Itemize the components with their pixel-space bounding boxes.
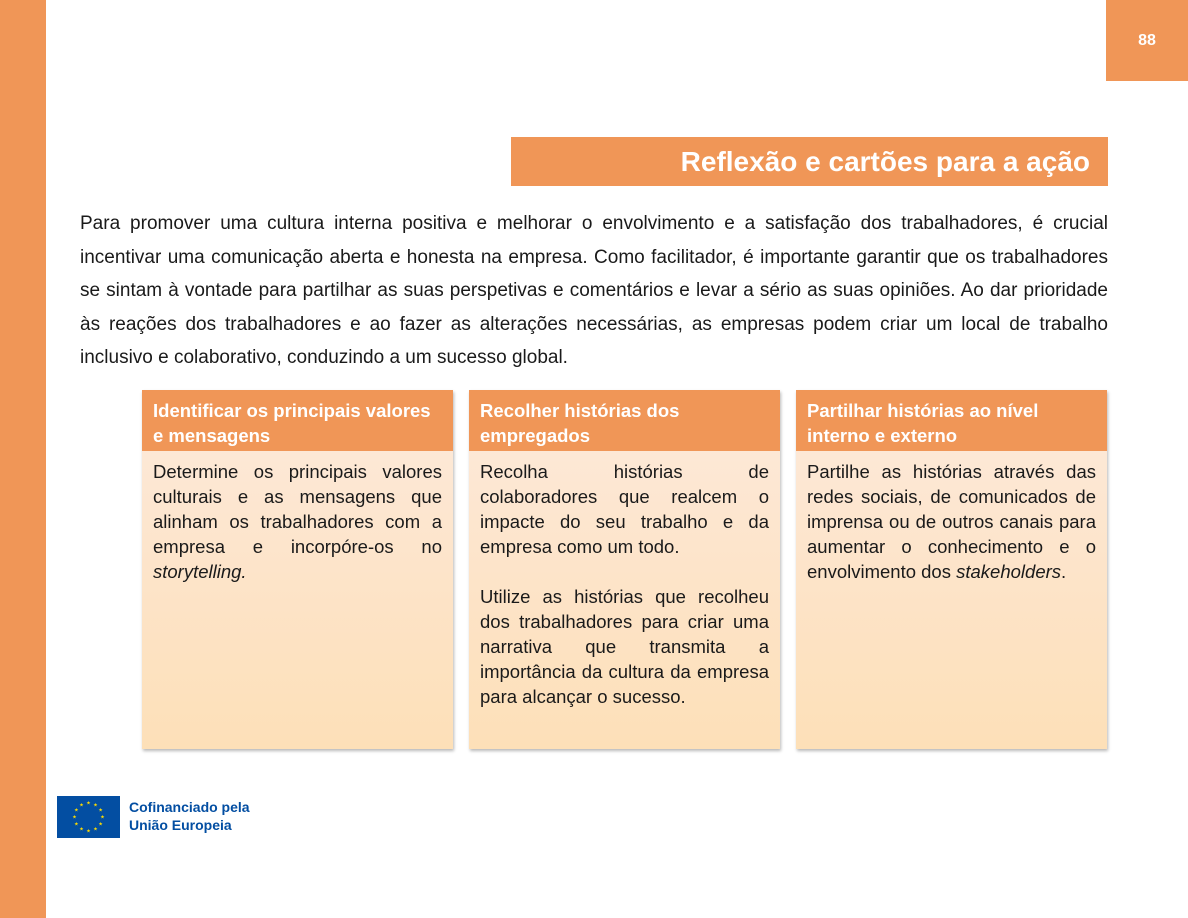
card-collect-stories: [469, 390, 780, 749]
card-text: Determine os principais valores culturais e as mensagens que alinham os trabalhadores com a empresa e incorpóre-os no: [153, 461, 442, 557]
card-share-stories: [796, 390, 1107, 749]
card-text-end: .: [1061, 561, 1067, 582]
card-text: Partilhe as histórias através das redes sociais, de comunicados de imprensa ou de outros canais para aumentar o conhecimento e o envolvimento dos: [807, 461, 1096, 582]
card-identify-values: [142, 390, 453, 749]
card-title: Recolher histórias dos empregados: [469, 390, 780, 451]
eu-line-2: União Europeia: [129, 817, 232, 833]
card-body: [469, 451, 780, 709]
eu-star-icon: ★: [74, 821, 79, 828]
card-text-italic: stakeholders: [956, 561, 1062, 582]
left-accent-bar: [0, 0, 46, 918]
eu-star-icon: ★: [100, 814, 105, 821]
eu-star-icon: ★: [74, 807, 79, 814]
page-number-text: 88: [1138, 31, 1156, 49]
card-body: [796, 451, 1107, 584]
eu-line-1: Cofinanciado pela: [129, 799, 250, 815]
eu-cofunding-label: [129, 798, 250, 834]
page-number: [1106, 0, 1188, 81]
card-paragraph-2: Utilize as histórias que recolheu dos trabalhadores para criar uma narrativa que transmita a importância da cultura da empresa para alcançar o sucesso.: [480, 586, 769, 707]
card-title: Identificar os principais valores e mensagens: [142, 390, 453, 451]
eu-star-icon: ★: [98, 821, 103, 828]
card-title: Partilhar histórias ao nível interno e externo: [796, 390, 1107, 451]
section-title-bar: [511, 137, 1108, 186]
eu-star-icon: ★: [79, 802, 84, 809]
eu-star-icon: ★: [86, 800, 91, 807]
eu-star-icon: ★: [98, 807, 103, 814]
intro-paragraph: Para promover uma cultura interna positiva e melhorar o envolvimento e a satisfação dos trabalhadores, é crucial incentivar uma comunicação aberta e honesta na empresa. Como facilitador, é importante garantir que os trabalhadores se sintam à vontade para partilhar as suas perspetivas e comentários e levar a sério as suas opiniões. Ao dar prioridade às reações dos trabalhadores e ao fazer as alterações necessárias, as empresas podem criar um local de trabalho inclusivo e colaborativo, conduzindo a um sucesso global.: [80, 213, 1108, 368]
eu-flag-icon: [57, 796, 120, 838]
section-title: Reflexão e cartões para a ação: [680, 145, 1090, 177]
eu-star-icon: ★: [72, 814, 77, 821]
card-paragraph-1: Recolha histórias de colaboradores que realcem o impacte do seu trabalho e da empresa como um todo.: [480, 461, 769, 557]
eu-star-icon: ★: [79, 826, 84, 833]
card-body: [142, 451, 453, 584]
eu-star-icon: ★: [86, 828, 91, 835]
eu-star-icon: ★: [93, 802, 98, 809]
eu-star-icon: ★: [93, 826, 98, 833]
card-text-italic: storytelling.: [153, 561, 247, 582]
